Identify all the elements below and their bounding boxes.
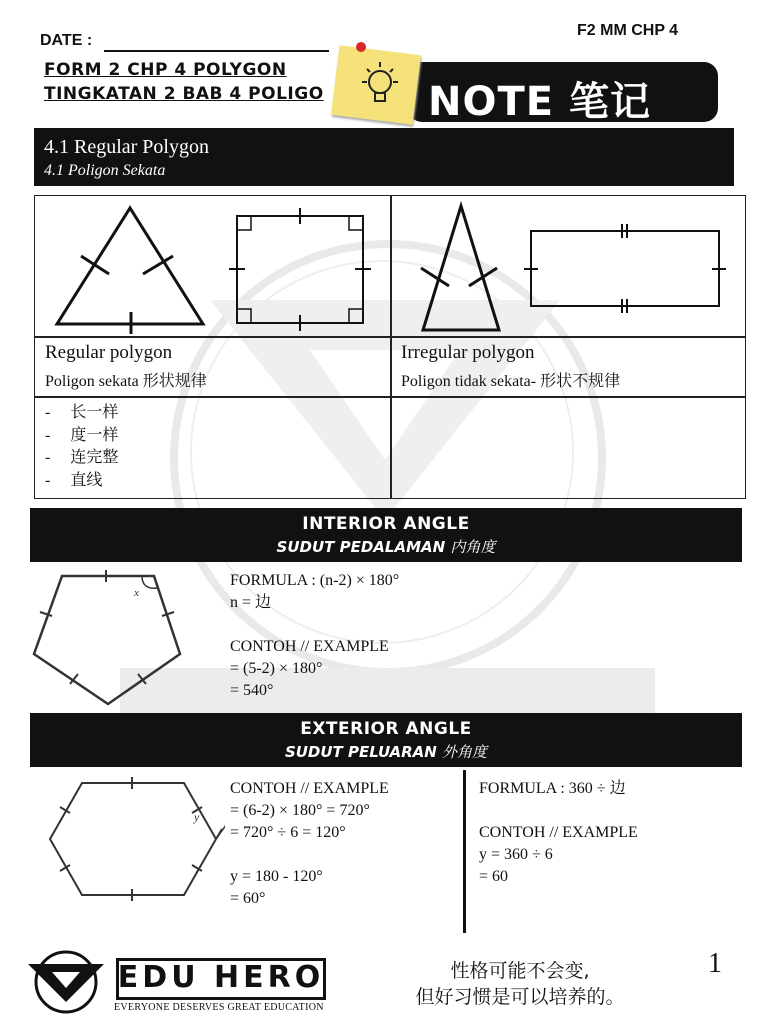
interior-subtitle-chinese: 内角度 <box>450 538 496 556</box>
date-field[interactable] <box>104 50 329 52</box>
interior-subtitle: SUDUT PEDALAMAN <box>276 538 446 556</box>
hexagon-figure <box>40 775 225 910</box>
irregular-label-malay: Poligon tidak sekata- 形状不规律 <box>401 373 621 390</box>
eduhero-logo-icon <box>26 950 106 1014</box>
interior-angle-label: x <box>134 587 139 599</box>
regular-polygon-figures <box>35 196 390 336</box>
lightbulb-icon <box>358 60 402 110</box>
chapter-code: F2 MM CHP 4 <box>577 22 679 39</box>
irregular-polygon-figures <box>391 196 746 336</box>
exterior-angle-band <box>30 713 742 767</box>
page-number: 1 <box>708 948 722 979</box>
note-label: NOTE 笔记 <box>428 79 652 125</box>
list-item: - 长一样 <box>45 404 119 421</box>
regular-label-malay: Poligon sekata 形状规律 <box>45 373 207 390</box>
exterior-formula: FORMULA : 360 ÷ 边 CONTOH // EXAMPLE y = 360 ÷ 6 = 60 <box>479 780 638 885</box>
title-english: FORM 2 CHP 4 POLYGON <box>44 60 287 80</box>
list-item: - 连完整 <box>45 449 119 466</box>
interior-angle-band <box>30 508 742 562</box>
list-item: - 度一样 <box>45 426 119 444</box>
section-heading-bar <box>34 128 734 186</box>
brand-name: EDU HERO <box>117 960 325 995</box>
polygon-table <box>34 195 746 499</box>
exterior-subtitle-chinese: 外角度 <box>442 743 488 761</box>
title-malay: TINGKATAN 2 BAB 4 POLIGO <box>44 84 324 104</box>
pin-icon <box>356 42 366 52</box>
section-subheading: 4.1 Poligon Sekata <box>44 162 166 179</box>
brand-tagline: EVERYONE DESERVES GREAT EDUCATION <box>114 1002 324 1013</box>
irregular-label: Irregular polygon <box>401 342 535 363</box>
exterior-example: CONTOH // EXAMPLE = (6-2) × 180° = 720° = 720° ÷ 6 = 120° y = 180 - 120° = 60° <box>230 780 389 907</box>
column-divider <box>463 770 466 933</box>
exterior-angle-label: y <box>194 810 200 824</box>
exterior-subtitle: SUDUT PELUARAN <box>284 743 437 761</box>
interior-title: INTERIOR ANGLE <box>302 514 470 534</box>
exterior-title: EXTERIOR ANGLE <box>300 719 472 739</box>
section-heading: 4.1 Regular Polygon <box>44 136 209 158</box>
list-item: - 直线 <box>45 471 103 489</box>
motto: 性格可能不会变, 但好习惯是可以培养的。 <box>415 960 625 1008</box>
date-label: DATE : <box>40 32 93 49</box>
regular-label: Regular polygon <box>45 342 173 363</box>
regular-properties-list <box>45 402 118 492</box>
interior-formula: FORMULA : (n-2) × 180° n = 边 CONTOH // EXAMPLE = (5-2) × 180° = 540° <box>230 572 400 699</box>
pentagon-figure <box>26 568 191 708</box>
